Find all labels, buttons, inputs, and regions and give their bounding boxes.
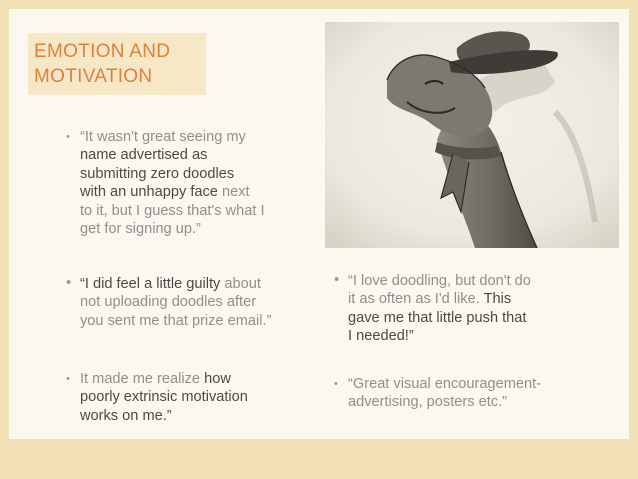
quote-strong: This	[483, 291, 512, 308]
quote-light: It made me realize	[80, 371, 205, 387]
bullet-dot: •	[66, 373, 70, 385]
bullet-item	[66, 275, 321, 330]
quote-light: next	[217, 184, 250, 201]
pencil-doodle-illustration	[325, 22, 619, 248]
quote-line: “I love doodling, but don't do	[348, 273, 531, 289]
quote-light: about	[220, 276, 261, 292]
quote-line: you sent me that prize email.”	[80, 312, 272, 329]
title-line-2: MOTIVATION	[34, 66, 153, 87]
quote-line	[80, 183, 316, 201]
bullet-item	[334, 272, 599, 346]
bullet-item	[334, 375, 599, 412]
quote-light: it as often as I'd like.	[348, 291, 484, 308]
bullet-item	[66, 370, 316, 425]
quote-line: name advertised as	[80, 147, 208, 164]
quote-strong: how	[204, 371, 231, 387]
left-bullet-list	[66, 128, 316, 238]
quote-line	[80, 370, 316, 388]
bullet-dot: •	[66, 274, 72, 291]
right-bullet-list-2	[334, 375, 599, 412]
bullet-dot: •	[334, 271, 340, 288]
quote-line: not uploading doodles after	[80, 294, 257, 311]
right-bullet-list	[334, 272, 599, 346]
quote-line: to it, but I guess that's what I	[80, 202, 265, 219]
quote-line	[348, 290, 599, 308]
left-bullet-list-2	[66, 275, 321, 330]
bullet-dot: •	[334, 378, 338, 390]
bottom-band	[0, 448, 638, 479]
quote-line: “It wasn't great seeing my	[80, 129, 246, 145]
title-line-1: EMOTION AND	[34, 41, 171, 62]
quote-line: gave me that little push that	[348, 309, 527, 326]
title-box	[28, 33, 206, 95]
quote-line: “Great visual encouragement-	[348, 376, 542, 392]
bullet-dot: •	[66, 131, 70, 143]
slide-title	[34, 39, 204, 89]
quote-line: I needed!”	[348, 328, 414, 345]
quote-line	[80, 275, 321, 293]
quote-line: works on me.”	[80, 407, 172, 424]
quote-line: poorly extrinsic motivation	[80, 389, 248, 406]
quote-line: advertising, posters etc.”	[348, 394, 507, 411]
quote-strong: with an unhappy face	[80, 184, 218, 201]
left-bullet-list-3	[66, 370, 316, 425]
quote-line: get for signing up.”	[80, 221, 201, 238]
quote-strong: “I did feel a little guilty	[80, 276, 221, 292]
bullet-item	[66, 128, 316, 238]
quote-line: submitting zero doodles	[80, 165, 235, 182]
